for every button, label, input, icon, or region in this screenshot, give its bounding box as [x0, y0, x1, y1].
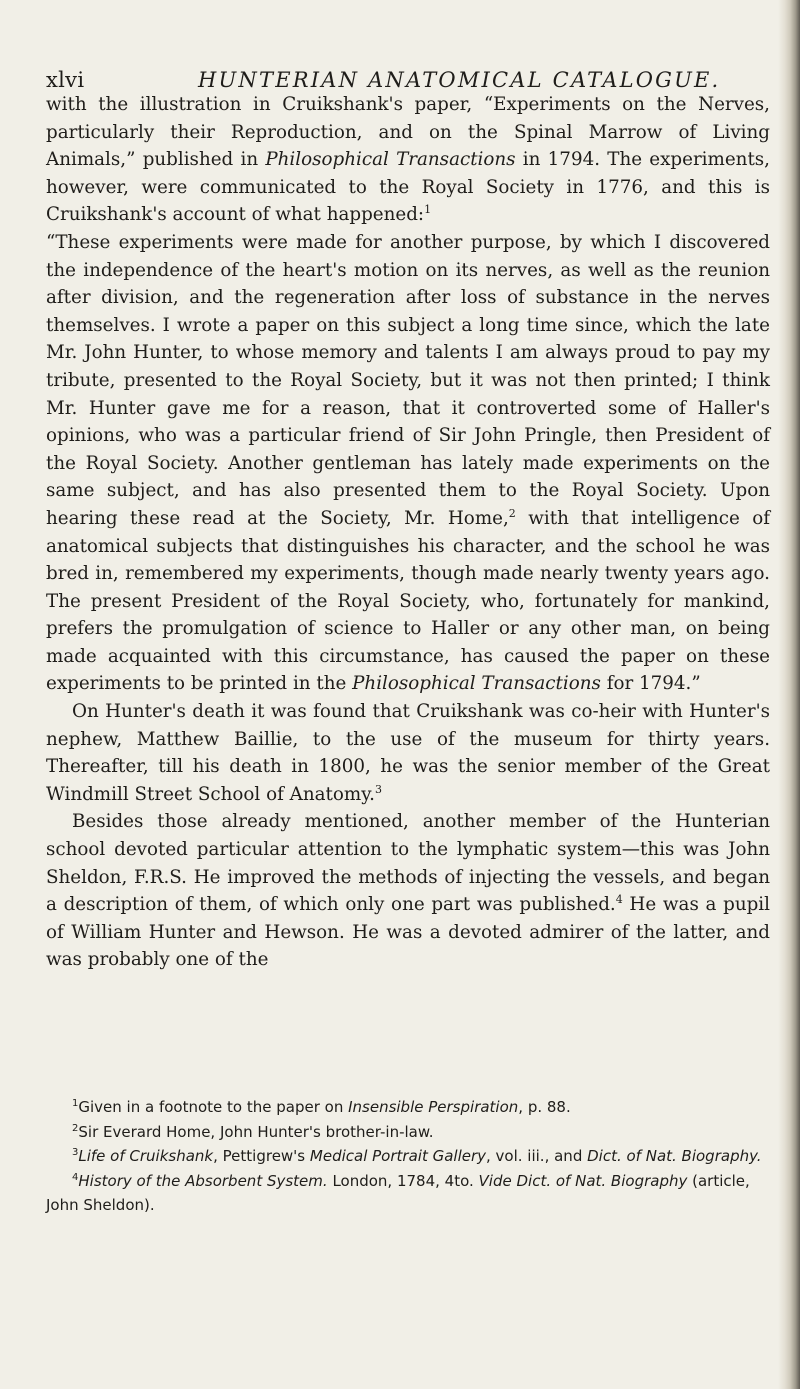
italic-text: Insensible Perspiration: [348, 1098, 519, 1116]
footnote-3: [46, 1144, 770, 1169]
text-run: , vol. iii., and: [486, 1147, 588, 1166]
text-run: Sir Everard Home, John Hunter's brother-in-law.: [78, 1122, 434, 1141]
text-run: (article, John Sheldon).: [46, 1171, 750, 1215]
footnote-ref-1: 1: [424, 203, 432, 217]
italic-text: Medical Portrait Gallery: [309, 1147, 487, 1166]
footnote-2: [46, 1120, 770, 1145]
text-run: in 1794. The experiments, however, were communicated to the Royal Society in 1776, and this is Cruikshank's account of what happened:: [46, 149, 770, 226]
running-title: HUNTERIAN ANATOMICAL CATALOGUE.: [198, 68, 721, 92]
footnote-ref-2: 2: [508, 506, 516, 520]
footnote-mark: 4: [72, 1171, 79, 1183]
italic-text: Dict. of Nat. Biography.: [587, 1147, 762, 1166]
footnote-4: [46, 1169, 770, 1218]
footnotes: [46, 1095, 770, 1218]
footnote-ref-4: 4: [615, 893, 623, 907]
page-number: xlvi: [46, 68, 85, 92]
paragraph-2-quotation: [46, 229, 770, 698]
paragraph-3: [46, 698, 770, 808]
text-run: London, 1784, 4to.: [327, 1171, 479, 1190]
text-run: with that intelligence of anatomical subjects that distinguishes his character, and the school he was bred in, remembered my experiments, though made nearly twenty years ago. The present President of the Royal Society, who, fortunately for mankind, prefers the promulgation of science to Haller or any other man, on being made acquainted with this circumstance, has caused the paper on these experiments to be printed in the: [46, 507, 770, 695]
paragraph-4: [46, 808, 770, 974]
footnote-mark: 1: [72, 1098, 79, 1109]
text-run: Besides those already mentioned, another member of the Hunterian school devoted particular attention to the lymphatic system—this was John Sheldon, F.R.S. He improved the methods of injecting the vessels, and began a description of them, of which only one part was published.: [46, 811, 770, 916]
footnote-mark: 3: [72, 1147, 79, 1159]
italic-text: Philosophical Transactions: [265, 149, 516, 171]
text-run: , Pettigrew's: [213, 1147, 310, 1166]
text-run: with the illustration in Cruikshank's paper, “Experiments on the Nerves, particularly their Reproduction, and on the Spinal Marrow of Living Animals,” published in: [46, 94, 770, 171]
text-run: Given in a footnote to the paper on: [78, 1098, 349, 1116]
page-edge-shadow: [778, 0, 800, 1389]
text-run: “These experiments were made for another purpose, by which I discovered the independence of the heart's motion on its nerves, as well as the reunion after division, and the regeneration after loss of substance in the nerves themselves. I wrote a paper on this subject a long time since, which the late Mr. John Hunter, to whose memory and talents I am always proud to pay my tribute, presented to the Royal Society, but it was not then printed; I think Mr. Hunter gave me for a reason, that it controverted some of Haller's opinions, who was a particular friend of Sir John Pringle, then President of the Royal Society. Another gentleman has lately made experiments on the same subject, and has also presented them to the Royal Society. Upon hearing these read at the Society, Mr. Home,: [46, 231, 770, 529]
footnote-mark: 2: [72, 1122, 79, 1134]
paragraph-1: [46, 91, 770, 229]
text-run: On Hunter's death it was found that Cruikshank was co-heir with Hunter's nephew, Matthew Baillie, to the use of the museum for thirty years. Thereafter, till his death in 1800, he was the senior member of the Great Windmill Street School of Anatomy.: [46, 701, 770, 805]
italic-text: Vide Dict. of Nat. Biography: [478, 1171, 688, 1190]
text-run: He was a pupil of William Hunter and Hewson. He was a devoted admirer of the latter, and was probably one of the: [46, 894, 770, 971]
text-run: for 1794.”: [600, 673, 701, 695]
text-run: , p. 88.: [518, 1098, 571, 1116]
running-head: [46, 50, 774, 90]
footnote-1: [46, 1095, 770, 1120]
italic-text: Life of Cruikshank: [78, 1147, 214, 1166]
italic-text: Philosophical Transactions: [352, 673, 601, 695]
body-text: [46, 91, 770, 974]
italic-text: History of the Absorbent System.: [78, 1171, 328, 1190]
footnote-ref-3: 3: [374, 782, 382, 796]
